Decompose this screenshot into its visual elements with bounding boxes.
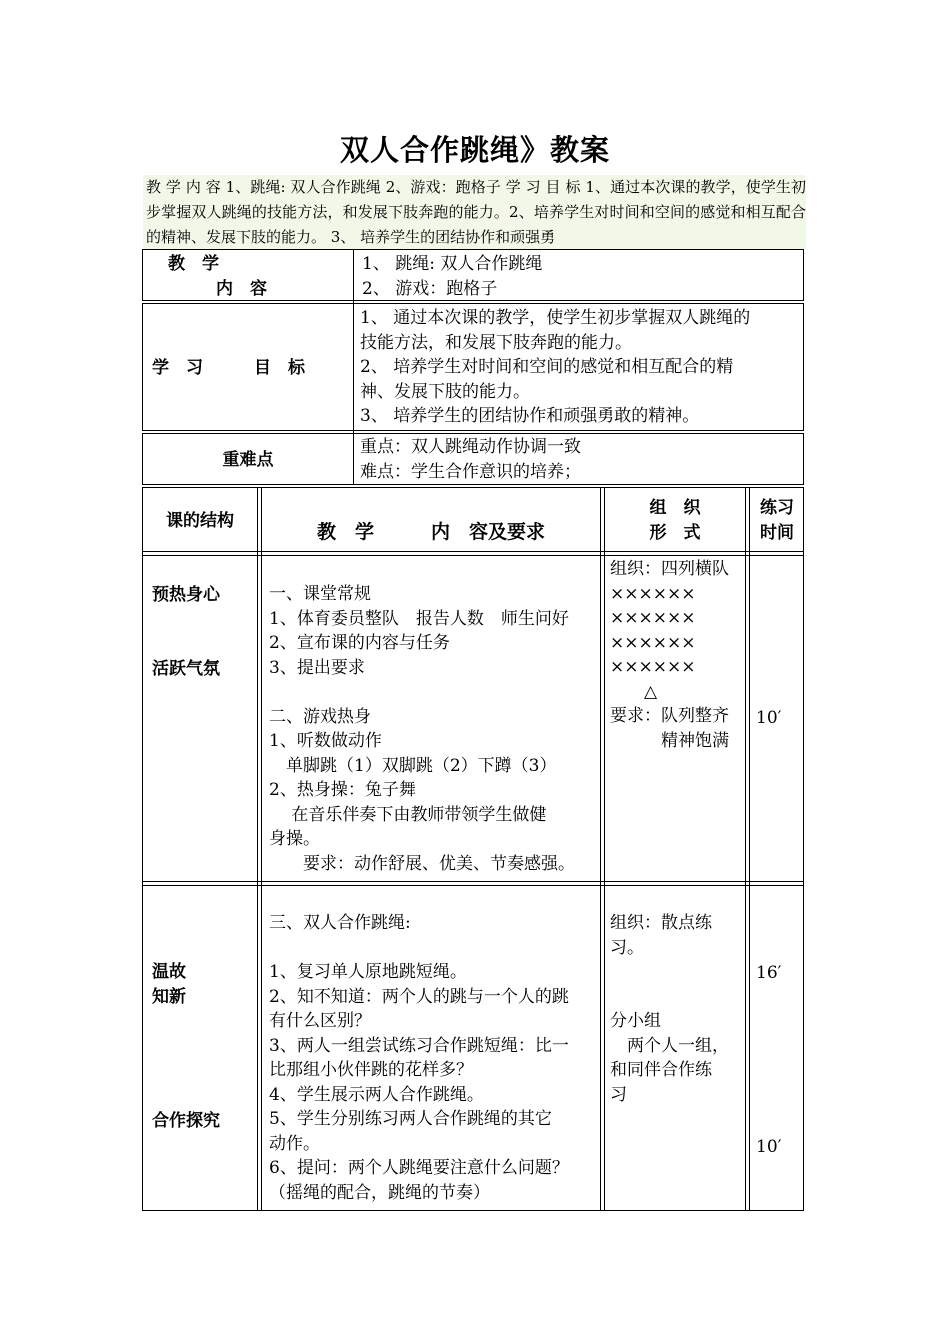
summary-text: 教 学 内 容 1、跳绳: 双人合作跳绳 2、游戏：跑格子 学 习 目 标 1、通过本次课的教学，使学生初步掌握双人跳绳的技能方法，和发展下肢奔跑的能力。2、培养学生对时间和空间的感觉和相互配合的精神、发展下肢的能力。 3、 培养学生的团结协作和顽强勇: [143, 175, 806, 249]
list-item: 身操。: [269, 829, 320, 849]
list-item: 在音乐伴奏下由教师带领学生做健: [269, 804, 547, 825]
list-item: 2、 培养学生对时间和空间的感觉和相互配合的精: [360, 357, 734, 377]
list-item: 技能方法，和发展下肢奔跑的能力。: [360, 332, 632, 353]
key-label: 重难点: [222, 450, 274, 470]
section1-content: [269, 582, 599, 876]
section1-label-1: 预热身心: [152, 585, 220, 605]
list-item: 3、 培养学生的团结协作和顽强勇敢的精神。: [360, 406, 700, 426]
list-item: 2、宣布课的内容与任务: [269, 633, 450, 653]
goal-list: [360, 306, 800, 429]
content-list: [362, 252, 800, 301]
content-label: 教 学 内 容: [168, 254, 267, 299]
section2-label-3: 合作探究: [152, 1111, 220, 1131]
header-form: 组 织 形 式: [649, 498, 701, 543]
list-item: [269, 680, 599, 705]
list-item: 三、双人合作跳绳:: [269, 913, 411, 933]
list-item: 4、学生展示两人合作跳绳。: [269, 1084, 484, 1105]
list-item: 有什么区别？: [269, 1011, 371, 1031]
section2-time-2: 10′: [756, 1137, 782, 1157]
list-item: 重点：双人跳绳动作协调一致: [360, 437, 581, 457]
key-list: [360, 435, 800, 484]
list-item: 难点：学生合作意识的培养；: [360, 461, 581, 482]
list-item: 单脚跳（1）双脚跳（2）下蹲（3）: [269, 755, 557, 776]
list-item: 动作。: [269, 1133, 320, 1154]
list-item: 比那组小伙伴跳的花样多？: [269, 1060, 473, 1080]
goal-label: 学 习 目 标: [152, 358, 305, 378]
list-item: 1、 跳绳: 双人合作跳绳: [362, 254, 543, 274]
list-item: 要求：动作舒展、优美、节奏感强。: [269, 853, 575, 874]
list-item: 2、 游戏：跑格子: [362, 278, 498, 299]
list-item: 1、 通过本次课的教学，使学生初步掌握双人跳绳的: [360, 308, 751, 328]
list-item: 2、热身操：兔子舞: [269, 780, 416, 800]
header-time: 练习 时间: [760, 498, 794, 543]
section2-label-1: 温故: [152, 962, 186, 982]
section2-time-1: 16′: [756, 963, 782, 983]
section1-label-2: 活跃气氛: [152, 659, 220, 679]
list-item: 5、学生分别练习两人合作跳绳的其它: [269, 1109, 552, 1129]
list-item: 1、体育委员整队 报告人数 师生问好: [269, 608, 569, 629]
list-item: 3、两人一组尝试练习合作跳短绳：比一: [269, 1035, 569, 1056]
section2-content: [269, 911, 599, 1205]
list-item: （摇绳的配合，跳绳的节奏）: [269, 1182, 490, 1203]
list-item: [269, 936, 599, 961]
section1-time: 10′: [756, 708, 782, 728]
list-item: 神、发展下肢的能力。: [360, 381, 530, 402]
list-item: 6、提问：两个人跳绳要注意什么问题？: [269, 1158, 569, 1178]
header-content: 教 学 内 容及要求: [316, 521, 545, 543]
section2-label-2: 知新: [152, 987, 186, 1007]
list-item: 3、提出要求: [269, 657, 365, 678]
list-item: 1、听数做动作: [269, 731, 382, 751]
list-item: 1、复习单人原地跳短绳。: [269, 962, 467, 982]
page-title: 双人合作跳绳》教案: [339, 133, 610, 167]
header-structure: 课的结构: [166, 511, 234, 531]
section1-form: 组织：四列横队 ×××××× ×××××× ×××××× ×××××× △ 要求：队列整齐 精神饱满: [610, 559, 729, 751]
list-item: 2、知不知道：两个人的跳与一个人的跳: [269, 986, 569, 1007]
section2-form: 组织：散点练 习。 分小组 两个人一组， 和同伴合作练 习: [610, 913, 729, 1105]
list-item: 一、课堂常规: [269, 584, 371, 604]
list-item: 二、游戏热身: [269, 706, 371, 727]
